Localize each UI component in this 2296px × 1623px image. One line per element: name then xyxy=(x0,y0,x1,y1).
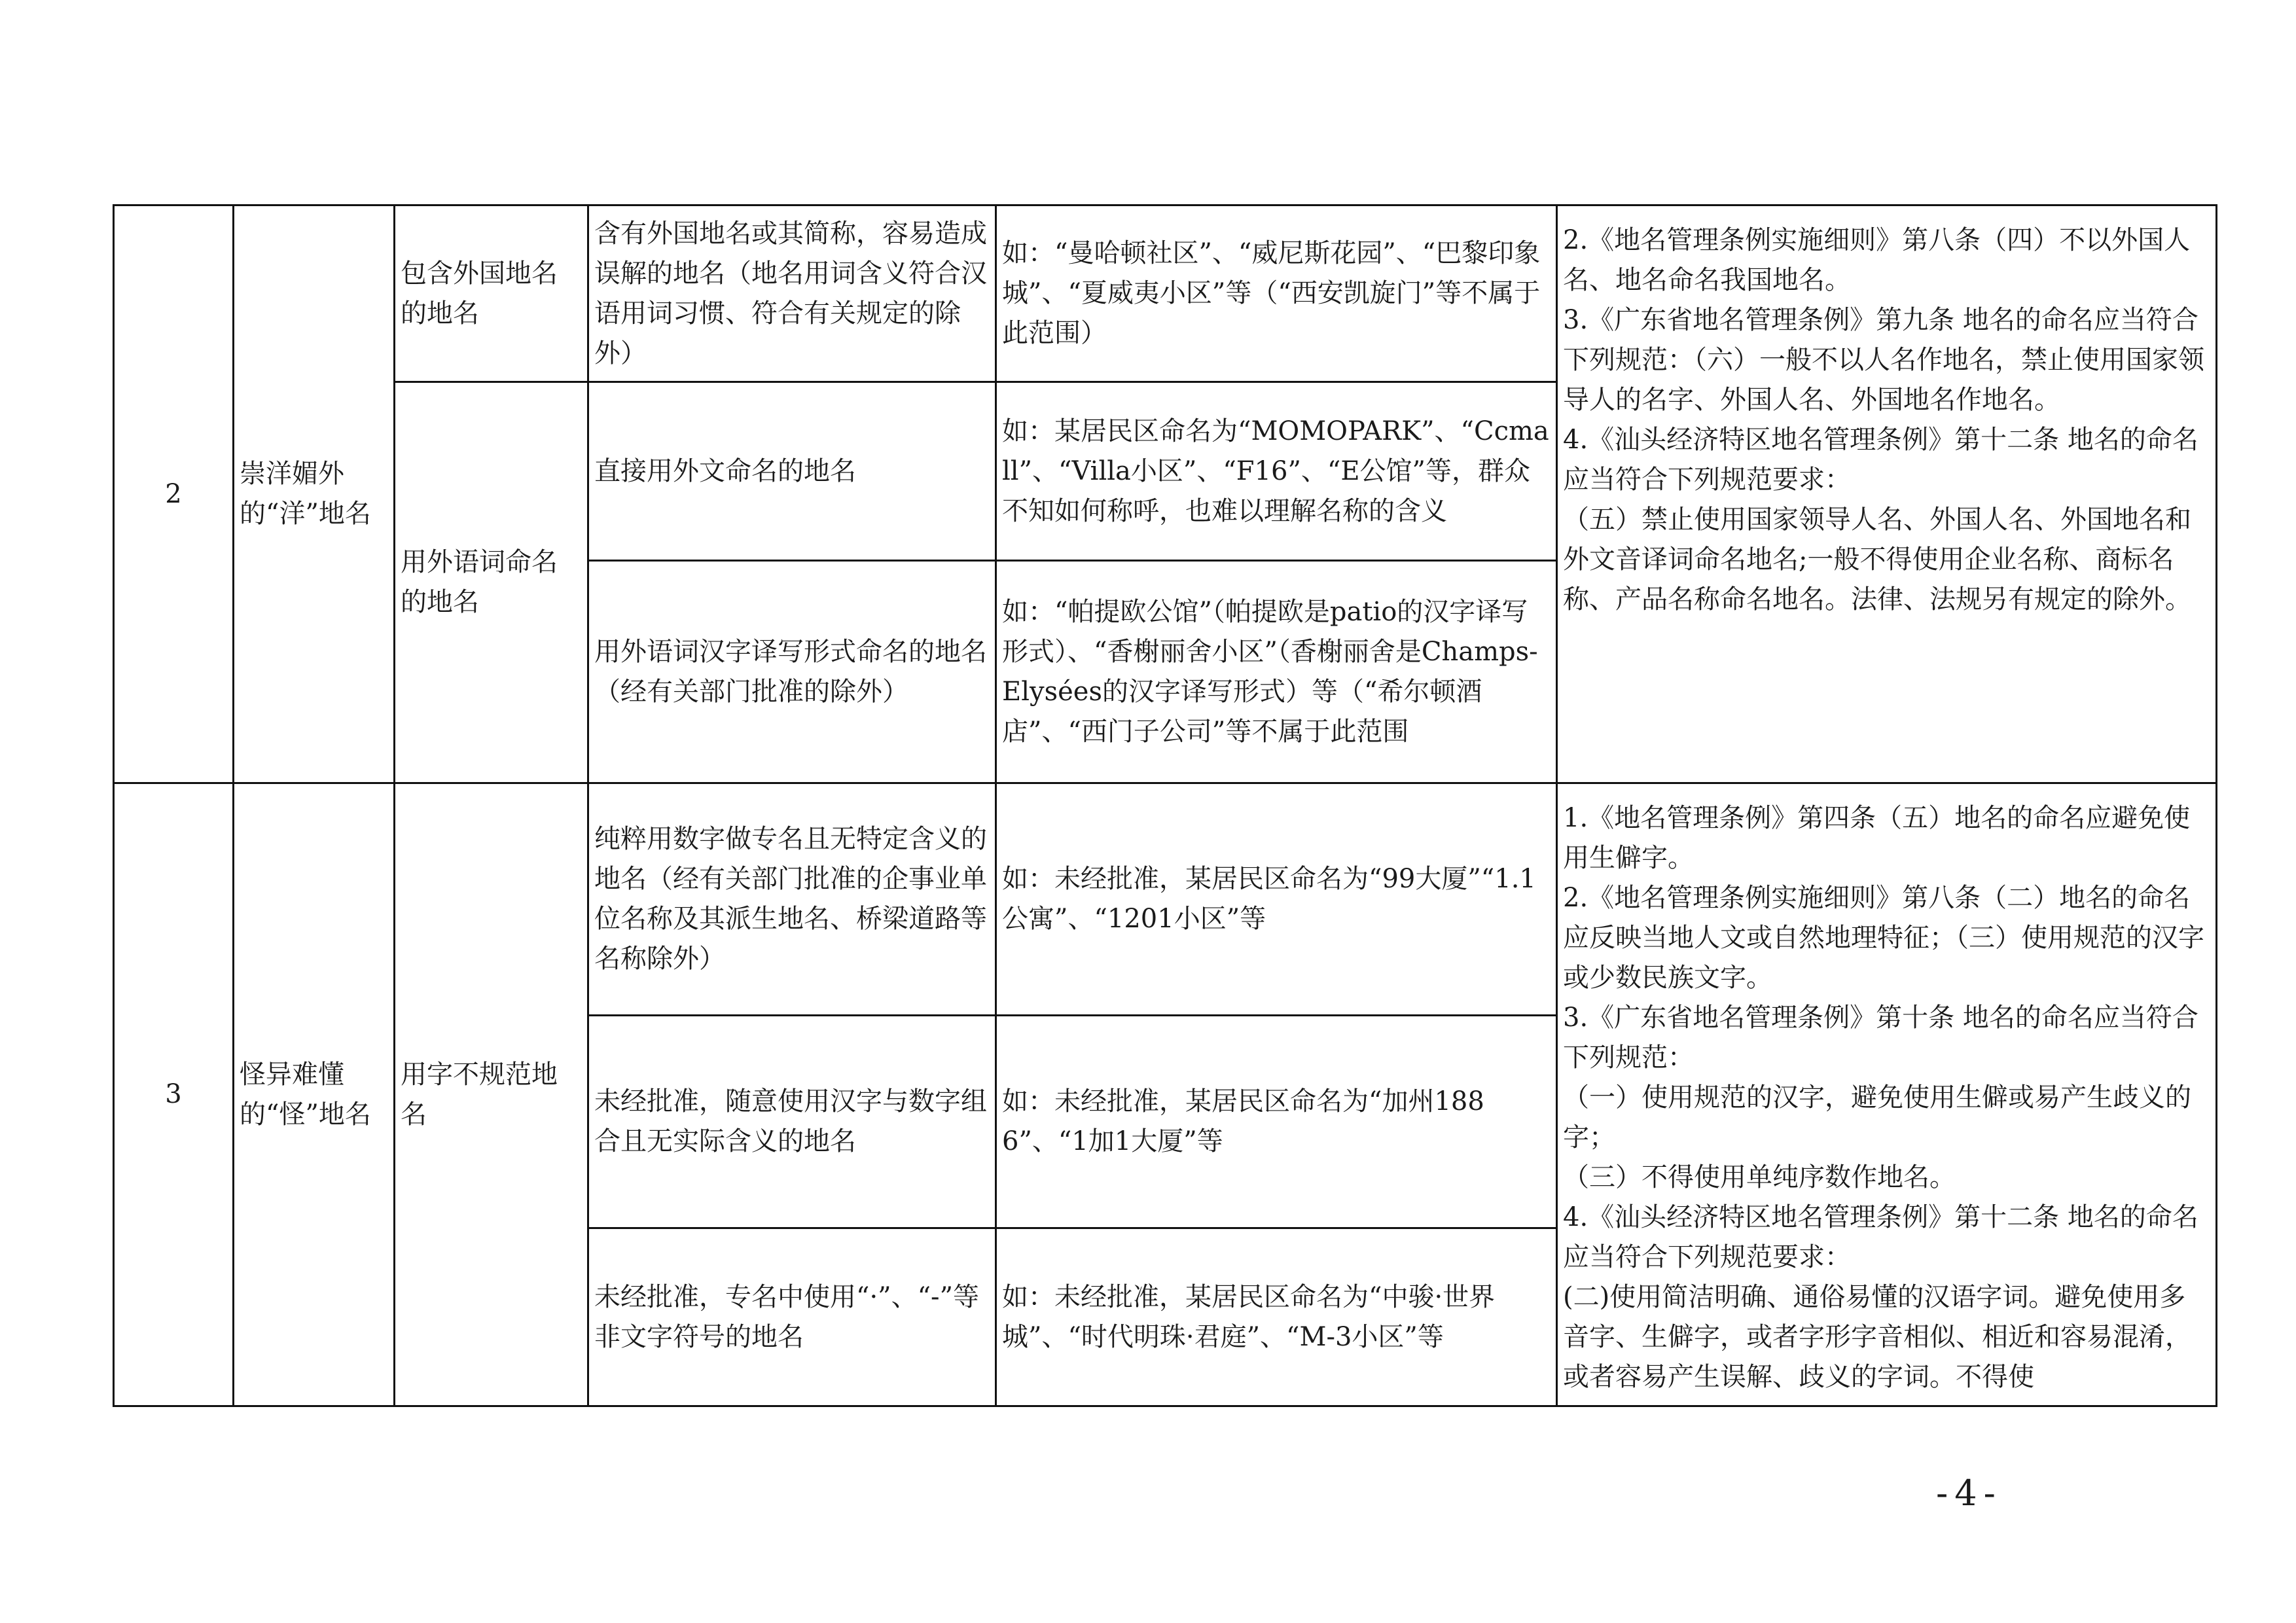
law-clause: （五）禁止使用国家领导人名、外国人名、外国地名和外文音译词命名地名;一般不得使用企业名称、商标名称、产品名称命名地名。法律、法规另有规定的除外。 xyxy=(1563,505,2191,615)
example-cell: 如：未经批准，某居民区命名为“中骏·世界城”、“时代明珠·君庭”、“M-3小区”等 xyxy=(996,1228,1557,1406)
law-cell xyxy=(1557,783,2217,1406)
law-clause: 4.《汕头经济特区地名管理条例》第十二条 地名的命名应当符合下列规范要求： xyxy=(1563,425,2198,495)
row-number: 2 xyxy=(114,205,234,783)
law-clause: 3.《广东省地名管理条例》第十条 地名的命名应当符合下列规范： xyxy=(1563,1003,2198,1073)
description-cell: 含有外国地名或其简称，容易造成误解的地名（地名用词含义符合汉语用词习惯、符合有关规定的除外） xyxy=(588,205,996,382)
example-cell: 如：未经批准，某居民区命名为“加州1886”、“1加1大厦”等 xyxy=(996,1016,1557,1228)
law-clause: 4.《汕头经济特区地名管理条例》第十二条 地名的命名应当符合下列规范要求： xyxy=(1563,1202,2198,1272)
law-clause: 2.《地名管理条例实施细则》第八条（四）不以外国人名、地名命名我国地名。 xyxy=(1563,225,2191,295)
description-cell: 用外语词汉字译写形式命名的地名（经有关部门批准的除外） xyxy=(588,561,996,783)
description-cell: 未经批准，专名中使用“·”、“-”等非文字符号的地名 xyxy=(588,1228,996,1406)
regulation-table xyxy=(113,204,2217,1407)
law-clause: 3.《广东省地名管理条例》第九条 地名的命名应当符合下列规范：（六）一般不以人名作地名，禁止使用国家领导人的名字、外国人名、外国地名作地名。 xyxy=(1563,305,2204,415)
law-clause: 1.《地名管理条例》第四条（五）地名的命名应避免使用生僻字。 xyxy=(1563,803,2191,873)
subtype-cell: 包含外国地名的地名 xyxy=(395,205,588,382)
example-cell: 如：某居民区命名为“MOMOPARK”、“Ccmall”、“Villa小区”、“F16”、“E公馆”等，群众不知如何称呼，也难以理解名称的含义 xyxy=(996,382,1557,561)
description-cell: 直接用外文命名的地名 xyxy=(588,382,996,561)
table-row xyxy=(114,783,2217,1016)
law-clause: 2.《地名管理条例实施细则》第八条（二）地名的命名应反映当地人文或自然地理特征；（三）使用规范的汉字或少数民族文字。 xyxy=(1563,883,2204,993)
law-clause: （三）不得使用单纯序数作地名。 xyxy=(1563,1162,1956,1192)
subtype-cell: 用外语词命名的地名 xyxy=(395,382,588,783)
law-clause: (二)使用简洁明确、通俗易懂的汉语字词。避免使用多音字、生僻字，或者字形字音相似、相近和容易混淆，或者容易产生误解、歧义的字词。不得使 xyxy=(1563,1282,2191,1392)
table-row xyxy=(114,205,2217,382)
law-clause: （一）使用规范的汉字，避免使用生僻或易产生歧义的字； xyxy=(1563,1082,2191,1152)
category-cell: 怪异难懂的“怪”地名 xyxy=(234,783,395,1406)
row-number: 3 xyxy=(114,783,234,1406)
example-cell: 如：“曼哈顿社区”、“威尼斯花园”、“巴黎印象城”、“夏威夷小区”等（“西安凯旋门”等不属于此范围） xyxy=(996,205,1557,382)
category-cell: 崇洋媚外的“洋”地名 xyxy=(234,205,395,783)
description-cell: 纯粹用数字做专名且无特定含义的地名（经有关部门批准的企事业单位名称及其派生地名、桥梁道路等名称除外） xyxy=(588,783,996,1016)
page-number: -4- xyxy=(1936,1472,2002,1514)
description-cell: 未经批准，随意使用汉字与数字组合且无实际含义的地名 xyxy=(588,1016,996,1228)
subtype-cell: 用字不规范地名 xyxy=(395,783,588,1406)
law-cell xyxy=(1557,205,2217,783)
example-cell: 如：未经批准，某居民区命名为“99大厦”“1.1公寓”、“1201小区”等 xyxy=(996,783,1557,1016)
example-cell: 如：“帕提欧公馆”（帕提欧是patio的汉字译写形式）、“香榭丽舍小区”（香榭丽舍是Champs-Elysées的汉字译写形式）等（“希尔顿酒店”、“西门子公司”等不属于此范围 xyxy=(996,561,1557,783)
